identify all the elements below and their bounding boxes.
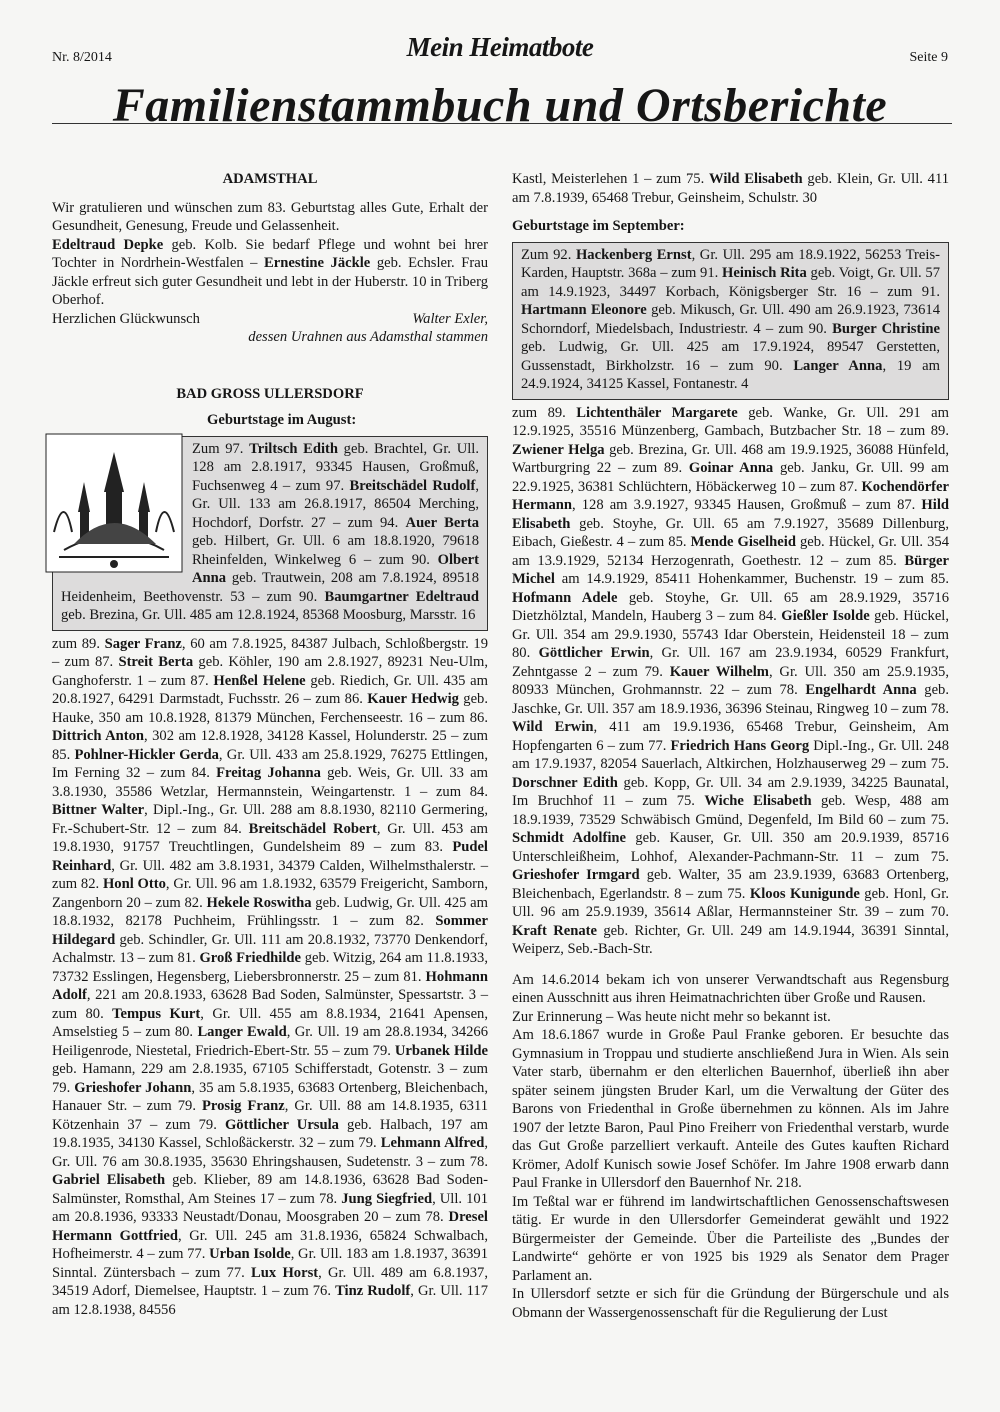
adamsthal-text-2: geb. Kolb. Sie bedarf Pflege und wohnt bei hrer Tochter in Nordrhein-Westfalen – — [52, 236, 488, 271]
august-box-name: Olbert Anna — [192, 551, 479, 586]
august-entry-name: Tempus Kurt — [112, 1005, 201, 1022]
august-box-name: Triltsch Edith — [249, 440, 339, 457]
story-paragraph: Am 18.6.1867 wurde in Große Paul Franke geboren. Er besuchte das Gymnasium in Troppau und studierte anschließend Jura in Wien. Als sein Vater starb, übernahm er den elterlichen Bauernhof, überließ ihn aber später seinem jüngsten Bruder Karl, um die Verwaltung der Güter des Barons von Friedenthal in Große übernehmen zu können. Als im Jahre 1907 der letzte Baron, Paul Pino Freiherr von Friedenthal verstarb, wurde das Gut Große parzelliert verkauft. Anteile des Gutes kauften Richard Krömer, Adolf Kunisch sowie Josef Schöfer. Im Jahre 1908 erwarb dann Paul Franke in Ullersdorf den Bauernhof Nr. 218. — [512, 1027, 949, 1191]
september-entry-text: geb. Hückel, Gr. Ull. 354 am 13.9.1929, 52134 Herzogenrath, Goethestr. 12 – zum 85. — [512, 534, 949, 569]
closing-greeting: Herzlichen Glückwunsch — [52, 310, 200, 327]
page-title: Familienstammbuch und Ortsberichte — [112, 79, 888, 132]
august-entry-text: , Gr. Ull. 482 am 3.8.1931, 34379 Calden, Wilhelmsthalerstr. – zum 82. — [52, 857, 488, 892]
september-entry-text: , Gr. Ull. 350 am 25.9.1935, 80933 München, Grohmannstr. 22 – zum 78. — [512, 663, 949, 698]
september-box-text — [521, 247, 940, 393]
august-entry-name: Dittrich Anton — [52, 728, 145, 744]
september-list — [512, 404, 949, 959]
august-entry-name: Gabriel Elisabeth — [52, 1172, 166, 1188]
september-entry-text: Dipl.-Ing., Gr. Ull. 248 am 17.9.1937, 82054 Sauerlach, Altkirchen, Holzhauserweg 29 – zum 75. — [512, 737, 950, 772]
adamsthal-name-1: Edeltraud Depke — [52, 236, 164, 253]
august-entry-text: , Gr. Ull. 245 am 31.8.1936, 65824 Schwalbach, Hofheimerstr. 4 – zum 77. — [52, 1227, 488, 1262]
august-entry-name: Lehmann Alfred — [380, 1135, 485, 1151]
august-box-text: geb. Trautwein, 208 am 7.8.1924, 89518 Heidenheim, Beethovenstr. 53 – zum 90. — [61, 570, 479, 605]
closing-line — [52, 310, 488, 329]
august-entry-text: , Gr. Ull. 19 am 28.8.1934, 34266 Heiligenrode, Niestetal, Friedrich-Ebert-Str. 55 – zum 79. — [52, 1024, 489, 1059]
august-entry-text: , Ull. 101 am 20.8.1936, 93333 Neustadt/Donau, Moosgraben 20 – zum 78. — [52, 1190, 489, 1225]
august-entry-text: , Gr. Ull. 489 am 6.8.1937, 34519 Adorf, Diemelsee, Hauptstr. 1 – zum 76. — [52, 1264, 488, 1299]
august-box-text: geb. Brezina, Gr. Ull. 485 am 12.8.1924, 85368 Moosburg, Marsstr. 16 — [61, 607, 476, 623]
august-entry-text: geb. Köhler, 190 am 2.8.1927, 89231 Neu-Ulm, Ganghoferstr. 1 – zum 87. — [52, 654, 488, 689]
august-entry-text: , Dipl.-Ing., Gr. Ull. 288 am 8.8.1930, 82110 Germering, Fr.-Schubert-Str. 12 – zum 84. — [52, 802, 488, 837]
august-entry-name: Sager Franz — [104, 635, 182, 652]
august-box-text: , Gr. Ull. 133 am 26.8.1917, 86504 Merching, Hochdorf, Dorfstr. 27 – zum 94. — [192, 477, 479, 531]
august-entry-name: Urbanek Hilde — [394, 1042, 489, 1059]
signature-name: Walter Exler, — [412, 310, 488, 327]
signature-note: dessen Urahnen aus Adamsthal stammen — [248, 329, 488, 345]
september-entry-name: Bürger Michel — [512, 552, 949, 587]
adamsthal-paragraph — [52, 199, 488, 310]
september-entry-name: Kochendörfer Hermann — [512, 478, 949, 513]
august-entry-text: geb. Halbach, 197 am 19.8.1935, 34130 Kassel, Schloßäckerstr. 32 – zum 79. — [52, 1116, 488, 1151]
august-entry-name: Dresel Hermann Gottfried — [52, 1209, 488, 1244]
september-box-text: geb. Ludwig, Gr. Ull. 425 am 17.9.1924, 89547 Gerstetten, Gussenstadt, Birkholzstr. 16 – zum 90. — [521, 339, 940, 374]
september-highlight-box — [512, 242, 949, 400]
august-entry-text: geb. Witzig, 264 am 11.8.1933, 73732 Esslingen, Hegensberg, Liebersbronnerstr. 25 – zum 81. — [52, 950, 488, 985]
september-entry-text: geb. Janku, Gr. Ull. 99 am 22.9.1925, 36381 Schlüchtern, Höbäckerweg 10 – zum 87. — [512, 460, 949, 495]
august-section — [52, 436, 488, 631]
august-entry-name: Lux Horst — [251, 1264, 319, 1281]
newspaper-logo: Mein Heimatbote — [406, 32, 594, 62]
september-entry-name: Goinar Anna — [688, 460, 774, 476]
september-entry-text: geb. Brezina, Gr. Ull. 468 am 19.9.1925, 36088 Hünfeld, Wartburgring 22 – zum 89. — [512, 441, 949, 476]
franke-story — [512, 971, 949, 1323]
september-entry-name: Friedrich Hans Georg — [670, 737, 810, 754]
september-entry-text: geb. Honl, Gr. Ull. 96 am 25.9.1939, 35614 Aßlar, Hermannsteiner Str. 39 – zum 70. — [512, 885, 949, 920]
september-entry-text: am 14.9.1929, 85411 Hohenkammer, Buchenstr. 19 – zum 85. — [554, 571, 949, 587]
september-entry-text: geb. Walter, 35 am 23.9.1939, 63683 Ortenberg, Bleichenbach, Egerlandstr. 8 – zum 75. — [512, 867, 950, 902]
august-entry-text: geb. Hamann, 229 am 2.8.1935, 67105 Schifferstadt, Gotenstr. 3 – zum 79. — [52, 1061, 488, 1096]
august-box-name: Auer Berta — [405, 514, 480, 531]
august-entry-text: , 302 am 12.8.1928, 34128 Kassel, Holunderstr. 25 – zum 85. — [52, 728, 488, 763]
august-entry-name: Henßel Helene — [213, 672, 306, 689]
september-box-name: Burger Christine — [832, 320, 940, 337]
august-entry-name: Hekele Roswitha — [206, 894, 312, 911]
august-entry-name: Groß Friedhilde — [199, 950, 302, 966]
september-entry-name: Wiche Elisabeth — [704, 793, 812, 809]
continuation-text: Kastl, Meisterlehen 1 – zum 75. — [512, 171, 709, 187]
august-entry-text: , Gr. Ull. 96 am 1.8.1932, 63579 Freigericht, Samborn, Zangenborn 20 – zum 82. — [52, 876, 488, 911]
august-entry-text: geb. Klieber, 89 am 14.8.1936, 63628 Bad Soden-Salmünster, Romsthal, Am Steines 17 – zum 78. — [52, 1172, 489, 1207]
august-box-name: Baumgartner Edeltraud — [324, 588, 479, 605]
story-paragraph: Zur Erinnerung – Was heute nicht mehr so bekannt ist. — [512, 1008, 831, 1025]
august-entry-text: , 35 am 5.8.1935, 63683 Ortenberg, Bleichenbach, Hanauer Str. – zum 79. — [52, 1079, 488, 1114]
august-subheading: Geburtstage im August: — [207, 412, 357, 428]
august-entry-name: Sommer Hildegard — [52, 913, 488, 948]
august-entry-name: Jung Siegfried — [341, 1190, 433, 1207]
september-entry-text: geb. Hückel, Gr. Ull. 354 am 29.9.1930, 55743 Idar Oberstein, Heidensteil 18 – zum 80. — [512, 608, 949, 661]
august-entry-text: geb. Weis, Gr. Ull. 33 am 3.8.1930, 35586 Wetzlar, Hermannstein, Weingartenstr. 1 – zum 84. — [52, 765, 488, 800]
september-box-text: geb. Voigt, Gr. Ull. 57 am 14.9.1923, 34497 Korbach, Königsberger Str. 16 – zum 91. — [521, 265, 940, 300]
header-rule — [52, 123, 952, 124]
august-entry-name: Prosig Franz — [201, 1098, 285, 1114]
september-entry-name: Hofmann Adele — [512, 589, 618, 606]
august-entry-name: Langer Ewald — [197, 1024, 287, 1040]
august-entry-text: , Gr. Ull. 455 am 8.8.1934, 21641 Apensen, Amselstieg 5 – zum 80. — [52, 1005, 488, 1040]
august-entry-name: Göttlicher Ursula — [224, 1116, 339, 1133]
issue-number: Nr. 8/2014 — [52, 50, 112, 65]
august-entry-name: Freitag Johanna — [216, 765, 321, 781]
september-entry-text: geb. Kauser, Gr. Ull. 350 am 20.9.1939, 85716 Unterschleißheim, Lohhof, Alexander-Pachmann-Str. 11 – zum 75. — [512, 830, 949, 865]
september-entry-name: Wild Erwin — [512, 719, 594, 735]
august-entry-text: , 60 am 7.8.1925, 84387 Julbach, Schloßbergstr. 19 – zum 87. — [52, 635, 488, 670]
august-entry-name: Pudel Reinhard — [52, 839, 488, 874]
august-entry-name: Kauer Hedwig — [367, 691, 459, 707]
august-list-text — [52, 636, 488, 1318]
august-entry-name: Hohmann Adolf — [52, 968, 488, 1003]
right-column — [512, 170, 949, 1322]
august-entry-text: geb. Riedich, Gr. Ull. 435 am 20.8.1927, 64291 Darmstadt, Fuchsstr. 26 – zum 86. — [52, 672, 488, 707]
church-emblem-icon — [44, 432, 184, 574]
september-entry-name: Engelhardt Anna — [805, 682, 917, 698]
september-box-text: geb. Mikusch, Gr. Ull. 490 am 26.9.1923, 73614 Schorndorf, Miedelsbach, Industriestr. 4 – zum 90. — [521, 302, 940, 337]
september-entry-name: Zwiener Helga — [512, 441, 605, 458]
september-entry-name: Schmidt Adolfine — [512, 830, 626, 846]
september-box-text: , Gr. Ull. 295 am 18.9.1922, 56253 Treis-Karden, Hauptstr. 368a – zum 91. — [521, 246, 940, 281]
august-entry-name: Pohlner-Hickler Gerda — [74, 746, 219, 763]
september-entry-name: Dorschner Edith — [512, 774, 618, 791]
september-entry-text: geb. Kopp, Gr. Ull. 34 am 2.9.1939, 34225 Baunatal, Im Bruchhof 11 – zum 75. — [512, 774, 949, 809]
september-list-text — [512, 405, 949, 958]
september-entry-text: geb. Richter, Gr. Ull. 249 am 14.9.1944, 36391 Sinntal, Weiperz, Seb.-Bach-Str. — [512, 922, 949, 957]
august-entry-text: , Gr. Ull. 183 am 1.8.1937, 36391 Sinntal. Züntersbach – zum 77. — [52, 1246, 489, 1281]
september-entry-name: Hild Elisabeth — [512, 497, 949, 532]
adamsthal-text-3: geb. Echsler. Frau Jäckle erfreut sich guter Gesundheit und lebt in der Huberstr. 10 in Triberg Oberhof. — [52, 255, 488, 308]
story-paragraph: Im Teßtal war er führend im landwirtschaftlichen Genossenschaftswesen tätig. Er wurde in den Ullersdorfer Gemeinderat gewählt und 1922 Bürgermeister der Gemeinde. Über die Parteiliste des „Bundes der Landwirte“ gehörte er von 1925 bis 1929 als Senator dem Prager Parlament an. — [512, 1193, 949, 1284]
august-list — [52, 635, 488, 1320]
story-paragraph: Am 14.6.2014 bekam ich von unserer Verwandtschaft aus Regensburg einen Ausschnitt aus ihren Heimatnachrichten über Große und Rausen. — [512, 971, 949, 1006]
august-entry-text: , 221 am 20.8.1933, 63628 Bad Soden, Salmünster, Spessartstr. 3 – zum 80. — [52, 987, 488, 1022]
september-subheading: Geburtstage im September: — [512, 218, 685, 234]
adamsthal-intro: Wir gratulieren und wünschen zum 83. Geburtstag alles Gute, Erhalt der Gesundheit, Genesung, Freude und Gelassenheit. — [52, 199, 488, 234]
continuation-entries — [512, 171, 949, 206]
september-entry-text: geb. Stoyhe, Gr. Ull. 65 am 28.9.1929, 35716 Dietzhölztal, Mandeln, Hauberg 3 – zum 84. — [512, 589, 949, 624]
august-entry-text: , Gr. Ull. 433 am 25.8.1929, 76275 Ettlingen, Im Ferning 32 – zum 84. — [52, 746, 488, 781]
september-box-text: , 19 am 24.9.1924, 34125 Kassel, Fontanestr. 4 — [521, 357, 940, 392]
september-box-name: Heinisch Rita — [722, 265, 807, 281]
august-entry-name: Breitschädel Robert — [248, 820, 377, 837]
september-entry-name: Mende Giselheid — [690, 534, 796, 550]
august-entry-text: , Gr. Ull. 76 am 30.8.1935, 35630 Ehringshausen, Sudetenstr. 3 – zum 78. — [52, 1135, 488, 1170]
bgu-heading: BAD GROSS ULLERSDORF — [176, 385, 364, 402]
september-entry-text: geb. Wanke, Gr. Ull. 291 am 12.9.1925, 35516 Münzenberg, Gambach, Butzbacher Str. 18 – zum 89. — [512, 404, 949, 439]
september-entry-name: Gießler Isolde — [781, 608, 870, 624]
august-entry-text: , Gr. Ull. 117 am 12.8.1938, 84556 — [52, 1283, 489, 1318]
august-entry-name: Grieshofer Johann — [74, 1079, 192, 1096]
story-paragraph: In Ullersdorf setzte er sich für die Gründung der Bürgerschule und als Obmann der Wassergenossenschaft für die Regulierung der Lust — [512, 1286, 949, 1321]
september-entry-name: Göttlicher Erwin — [538, 645, 650, 661]
september-box-name: Langer Anna — [793, 357, 883, 374]
september-entry-text: , 411 am 19.9.1936, 65468 Trebur, Geinsheim, Am Hopfengarten 6 – zum 77. — [512, 719, 949, 754]
september-entry-text: geb. Stoyhe, Gr. Ull. 65 am 7.9.1927, 35689 Dillenburg, Eibach, Gießestr. 4 – zum 85. — [512, 515, 949, 550]
september-entry-text: geb. Wesp, 488 am 18.9.1939, 73529 Schwäbisch Gmünd, Degenfeld, Im Bild 60 – zum 75. — [512, 793, 949, 828]
august-entry-text: geb. Schindler, Gr. Ull. 111 am 20.8.1932, 73770 Denkendorf, Achalmstr. 13 – zum 81. — [52, 931, 488, 966]
august-entry-name: Urban Isolde — [209, 1246, 291, 1262]
adamsthal-heading: ADAMSTHAL — [222, 171, 318, 187]
september-box-name: Hartmann Eleonore — [521, 302, 647, 318]
page-number: Seite 9 — [909, 50, 948, 65]
continuation-text — [512, 170, 949, 207]
august-box-text: Zum 97. — [192, 440, 250, 457]
continuation-text: geb. Klein, Gr. Ull. 411 am 7.8.1939, 65468 Trebur, Geinsheim, Schulstr. 30 — [512, 171, 950, 206]
august-box-name: Breitschädel Rudolf — [349, 477, 476, 494]
august-entry-name: Bittner Walter — [52, 802, 145, 818]
left-column — [52, 170, 488, 1319]
august-entry-text: , Gr. Ull. 88 am 14.8.1935, 6311 Kötzenhain 37 – zum 79. — [52, 1098, 488, 1133]
september-box-name: Hackenberg Ernst — [575, 246, 692, 263]
september-entry-text: , Gr. Ull. 167 am 23.9.1934, 60529 Frankfurt, Zehntgasse 2 – zum 79. — [512, 645, 949, 680]
august-entry-name: Tinz Rudolf — [335, 1283, 411, 1299]
september-entry-text: geb. Jaschke, Gr. Ull. 357 am 18.9.1936, 36396 Steinau, Ringweg 10 – zum 78. — [512, 682, 949, 717]
continuation-name: Wild Elisabeth — [708, 171, 803, 187]
august-entry-text: geb. Ludwig, Gr. Ull. 425 am 18.8.1932, 82178 Puchheim, Frühlingsstr. 1 – zum 82. — [52, 894, 488, 929]
september-entry-text: , 128 am 3.9.1927, 93345 Hausen, Großmuß – zum 87. — [572, 497, 922, 513]
september-entry-name: Kauer Wilhelm — [669, 663, 769, 680]
september-entry-name: Kraft Renate — [512, 922, 597, 939]
adamsthal-name-2: Ernestine Jäckle — [264, 255, 371, 271]
september-entry-name: Kloos Kunigunde — [749, 885, 860, 902]
september-box-text: Zum 92. — [521, 246, 576, 263]
august-entry-name: Honl Otto — [102, 876, 166, 892]
august-entry-name: Streit Berta — [118, 654, 194, 670]
september-entry-text: zum 89. — [512, 404, 577, 421]
september-entry-name: Grieshofer Irmgard — [512, 867, 640, 883]
august-entry-text: zum 89. — [52, 635, 105, 652]
september-entry-name: Lichtenthäler Margarete — [576, 404, 738, 421]
august-box-text: geb. Brachtel, Gr. Ull. 128 am 2.8.1917, 93345 Hausen, Großmuß, Fuchsenweg 4 – zum 97. — [192, 440, 479, 494]
august-box-text: geb. Hilbert, Gr. Ull. 6 am 18.8.1920, 79618 Rheinfelden, Winkelweg 6 – zum 90. — [192, 533, 479, 568]
august-entry-text: geb. Hauke, 350 am 10.8.1928, 81379 München, Ferchenseestr. 16 – zum 86. — [52, 691, 488, 726]
august-entry-text: , Gr. Ull. 453 am 19.8.1930, 91757 Treuchtlingen, Gundelsheim 89 – zum 83. — [52, 820, 488, 855]
